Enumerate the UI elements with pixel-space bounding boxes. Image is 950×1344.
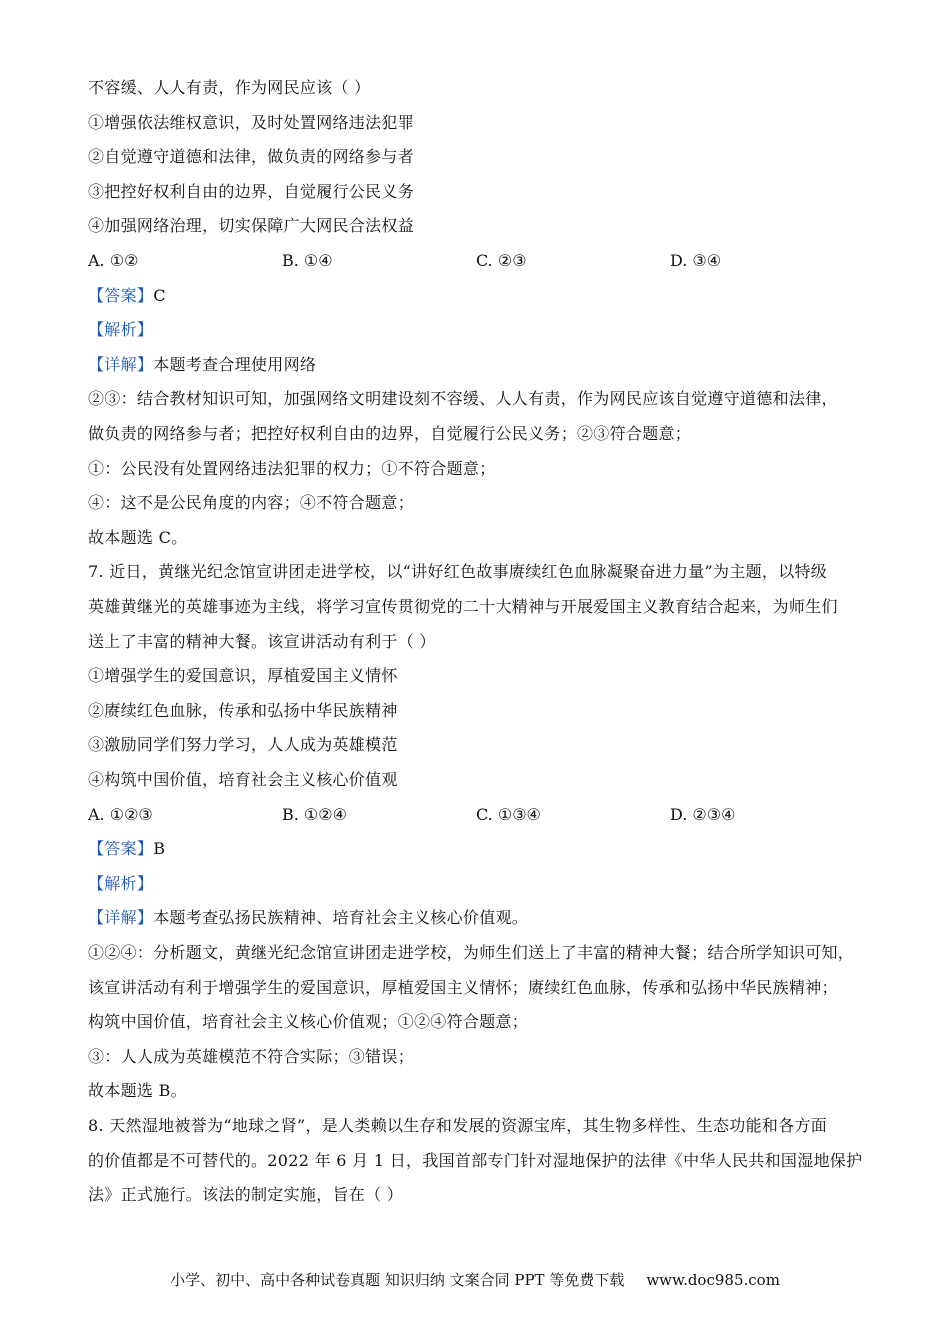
answer-choice: B. ①②④ <box>282 805 347 824</box>
answer-choice: C. ①③④ <box>476 805 541 824</box>
answer-choice: C. ②③ <box>476 251 527 270</box>
text-line: 故本题选 B。 <box>88 1081 187 1100</box>
text-line: ③激励同学们努力学习，人人成为英雄模范 <box>88 735 398 754</box>
section-tag: 【答案】 <box>88 839 154 858</box>
answer-choice: D. ③④ <box>670 251 722 270</box>
answer-value: B <box>153 839 166 858</box>
answer-value: C <box>153 286 166 305</box>
text-line: 构筑中国价值，培育社会主义核心价值观；①②④符合题意； <box>88 1012 529 1031</box>
detail-text: 本题考查合理使用网络 <box>153 355 317 374</box>
text-line: 的价值都是不可替代的。2022 年 6 月 1 日，我国首部专门针对湿地保护的法律《中华人民共和国湿地保护 <box>88 1151 863 1170</box>
text-line: 做负责的网络参与者；把控好权利自由的边界，自觉履行公民义务；②③符合题意； <box>88 424 692 443</box>
text-line: ②自觉遵守道德和法律，做负责的网络参与者 <box>88 147 415 166</box>
answer-choice: B. ①④ <box>282 251 333 270</box>
footer-url[interactable]: www.doc985.com <box>646 1271 780 1289</box>
detail-line <box>88 908 528 928</box>
footer-text: 小学、初中、高中各种试卷真题 知识归纳 文案合同 PPT 等免费下载 <box>170 1271 625 1289</box>
answer-choice: A. ①②③ <box>88 805 153 824</box>
text-line: ④构筑中国价值，培育社会主义核心价值观 <box>88 770 398 789</box>
text-line: ①增强依法维权意识，及时处置网络违法犯罪 <box>88 113 415 132</box>
text-line: 送上了丰富的精神大餐。该宣讲活动有利于（ ） <box>88 632 436 651</box>
text-line: 该宣讲活动有利于增强学生的爱国意识，厚植爱国主义情怀；赓续红色血脉，传承和弘扬中华民族精神； <box>88 978 838 997</box>
answer-choice: D. ②③④ <box>670 805 736 824</box>
text-line: ②赓续红色血脉，传承和弘扬中华民族精神 <box>88 701 398 720</box>
text-line: ④：这不是公民角度的内容；④不符合题意； <box>88 493 415 512</box>
text-line: 英雄黄继光的英雄事迹为主线，将学习宣传贯彻党的二十大精神与开展爱国主义教育结合起来，为师生们 <box>88 597 838 616</box>
section-tag: 【解析】 <box>88 320 154 339</box>
page-footer <box>0 1270 950 1290</box>
section-tag: 【解析】 <box>88 874 154 893</box>
text-line: ③把控好权利自由的边界，自觉履行公民义务 <box>88 182 415 201</box>
section-tag: 【答案】 <box>88 286 154 305</box>
section-tag: 【详解】 <box>88 908 154 927</box>
section-tag: 【详解】 <box>88 355 154 374</box>
text-line: 故本题选 C。 <box>88 528 188 547</box>
text-line: 法》正式施行。该法的制定实施，旨在（ ） <box>88 1185 404 1204</box>
text-line: ④加强网络治理，切实保障广大网民合法权益 <box>88 216 415 235</box>
analysis-line <box>88 320 153 340</box>
text-line: ①增强学生的爱国意识，厚植爱国主义情怀 <box>88 666 398 685</box>
text-line: ③：人人成为英雄模范不符合实际；③错误； <box>88 1047 415 1066</box>
detail-text: 本题考查弘扬民族精神、培育社会主义核心价值观。 <box>153 908 529 927</box>
answer-line <box>88 286 166 306</box>
answer-choice: A. ①② <box>88 251 139 270</box>
text-line: ①：公民没有处置网络违法犯罪的权力；①不符合题意； <box>88 459 496 478</box>
analysis-line <box>88 874 153 894</box>
text-line: ②③：结合教材知识可知，加强网络文明建设刻不容缓、人人有责，作为网民应该自觉遵守道德和法律， <box>88 389 838 408</box>
text-line: 8. 天然湿地被誉为“地球之肾”，是人类赖以生存和发展的资源宝库，其生物多样性、生态功能和各方面 <box>88 1116 828 1135</box>
text-line: 不容缓、人人有责，作为网民应该（ ） <box>88 78 371 97</box>
text-line: 7. 近日，黄继光纪念馆宣讲团走进学校，以“讲好红色故事赓续红色血脉凝聚奋进力量”为主题，以特级 <box>88 562 828 581</box>
answer-line <box>88 839 165 859</box>
detail-line <box>88 355 316 375</box>
text-line: ①②④：分析题文，黄继光纪念馆宣讲团走进学校，为师生们送上了丰富的精神大餐；结合所学知识可知， <box>88 943 855 962</box>
